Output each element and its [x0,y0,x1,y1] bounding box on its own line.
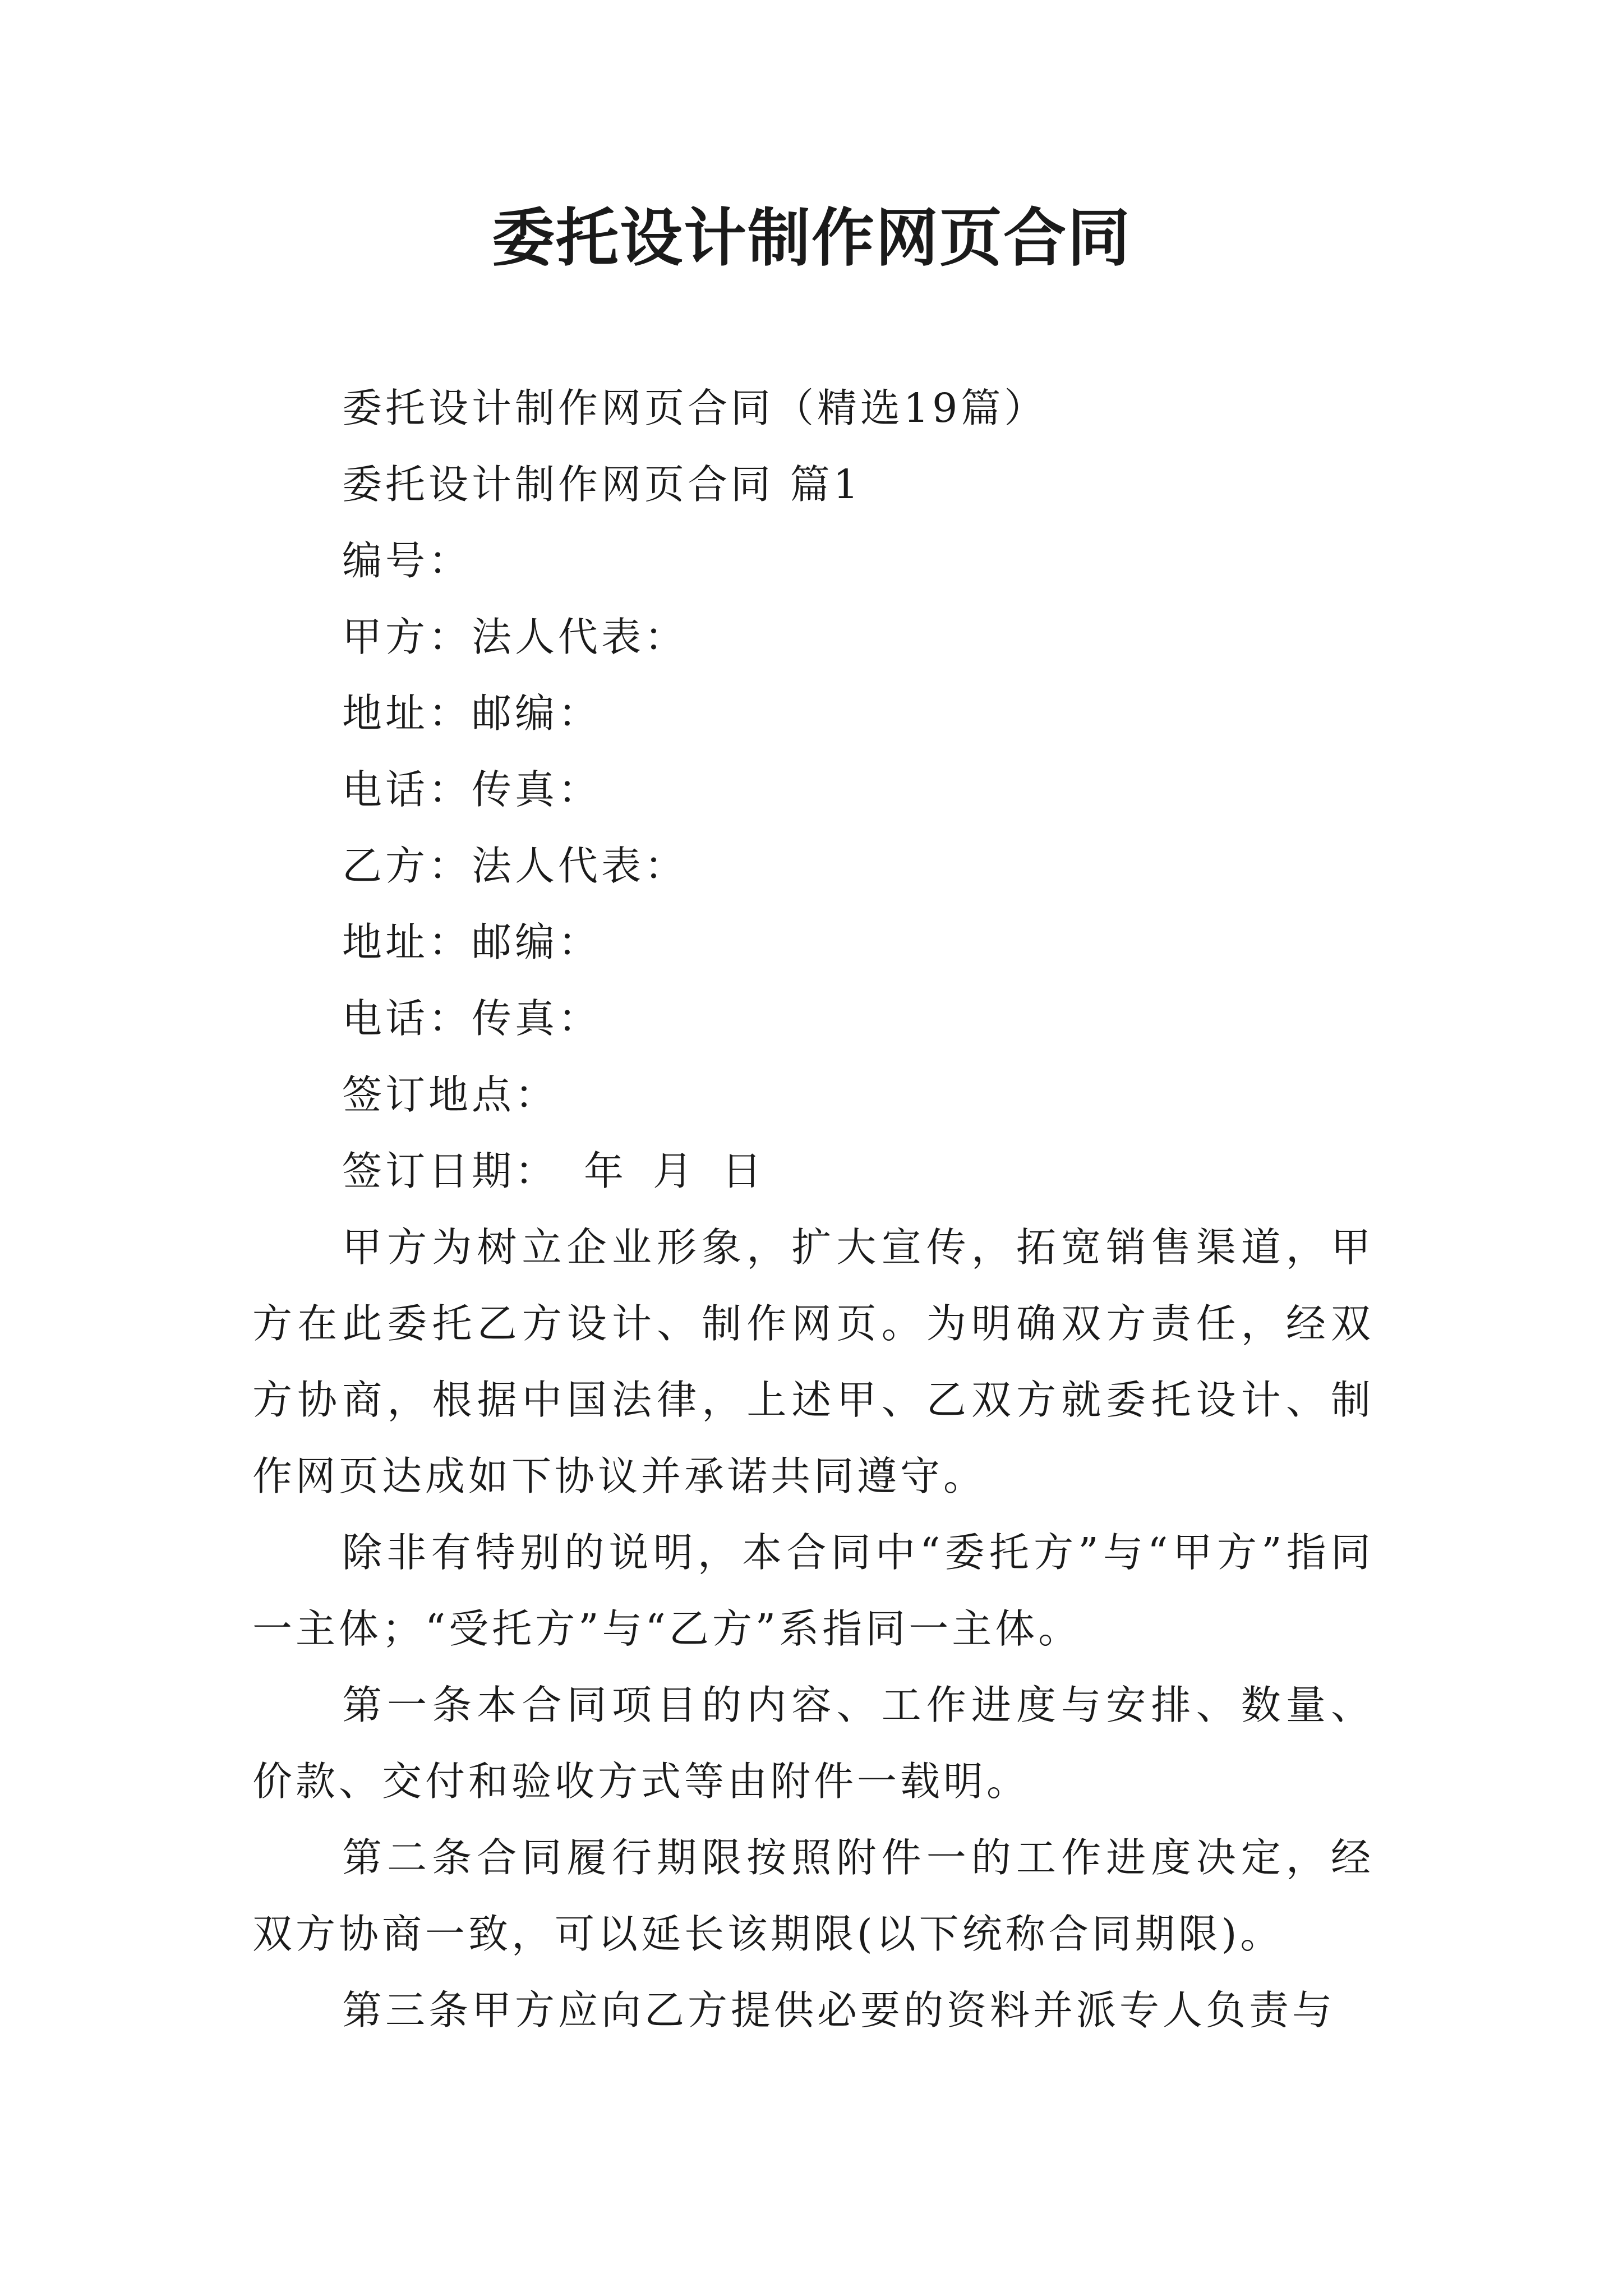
field-party-a-phone: 电话：传真： [342,766,602,813]
paragraph-purpose: 甲方为树立企业形象，扩大宣传，拓宽销售渠道，甲方在此委托乙方设计、制作网页。为明确双方责任，经双方协商，根据中国法律，上述甲、乙双方就委托设计、制作网页达成如下协议并承诺共同遵守。 [252,1224,1374,1499]
sign-date-day: 日 [722,1148,766,1194]
field-sign-date [252,1133,1374,1209]
field-sign-place: 签订地点： [342,1071,559,1118]
paragraph-article-3: 第三条甲方应向乙方提供必要的资料并派专人负责与 [342,1987,1336,2033]
field-party-a-address: 地址：邮编： [342,690,602,737]
document-subtitle: 委托设计制作网页合同（精选19篇） [342,385,1048,431]
sign-date-year: 年 [584,1148,628,1194]
paragraph-article-1: 第一条本合同项目的内容、工作进度与安排、数量、价款、交付和验收方式等由附件一载明。 [252,1682,1374,1805]
paragraph-article-2: 第二条合同履行期限按照附件一的工作进度决定，经双方协商一致，可以延长该期限(以下统称合同期限)。 [252,1834,1374,1957]
sign-date-month: 月 [653,1148,697,1194]
field-party-a: 甲方：法人代表： [342,614,688,660]
field-number: 编号： [342,537,472,584]
document-body [252,370,1374,2049]
section-heading: 委托设计制作网页合同 篇1 [342,461,862,508]
sign-date-label: 签订日期： [342,1148,559,1194]
paragraph-definitions: 除非有特别的说明，本合同中“委托方”与“甲方”指同一主体；“受托方”与“乙方”系指同一主体。 [252,1529,1374,1652]
field-party-b: 乙方：法人代表： [342,843,688,889]
field-party-b-phone: 电话：传真： [342,995,602,1042]
document-title: 委托设计制作网页合同 [492,201,1131,275]
field-party-b-address: 地址：邮编： [342,919,602,965]
